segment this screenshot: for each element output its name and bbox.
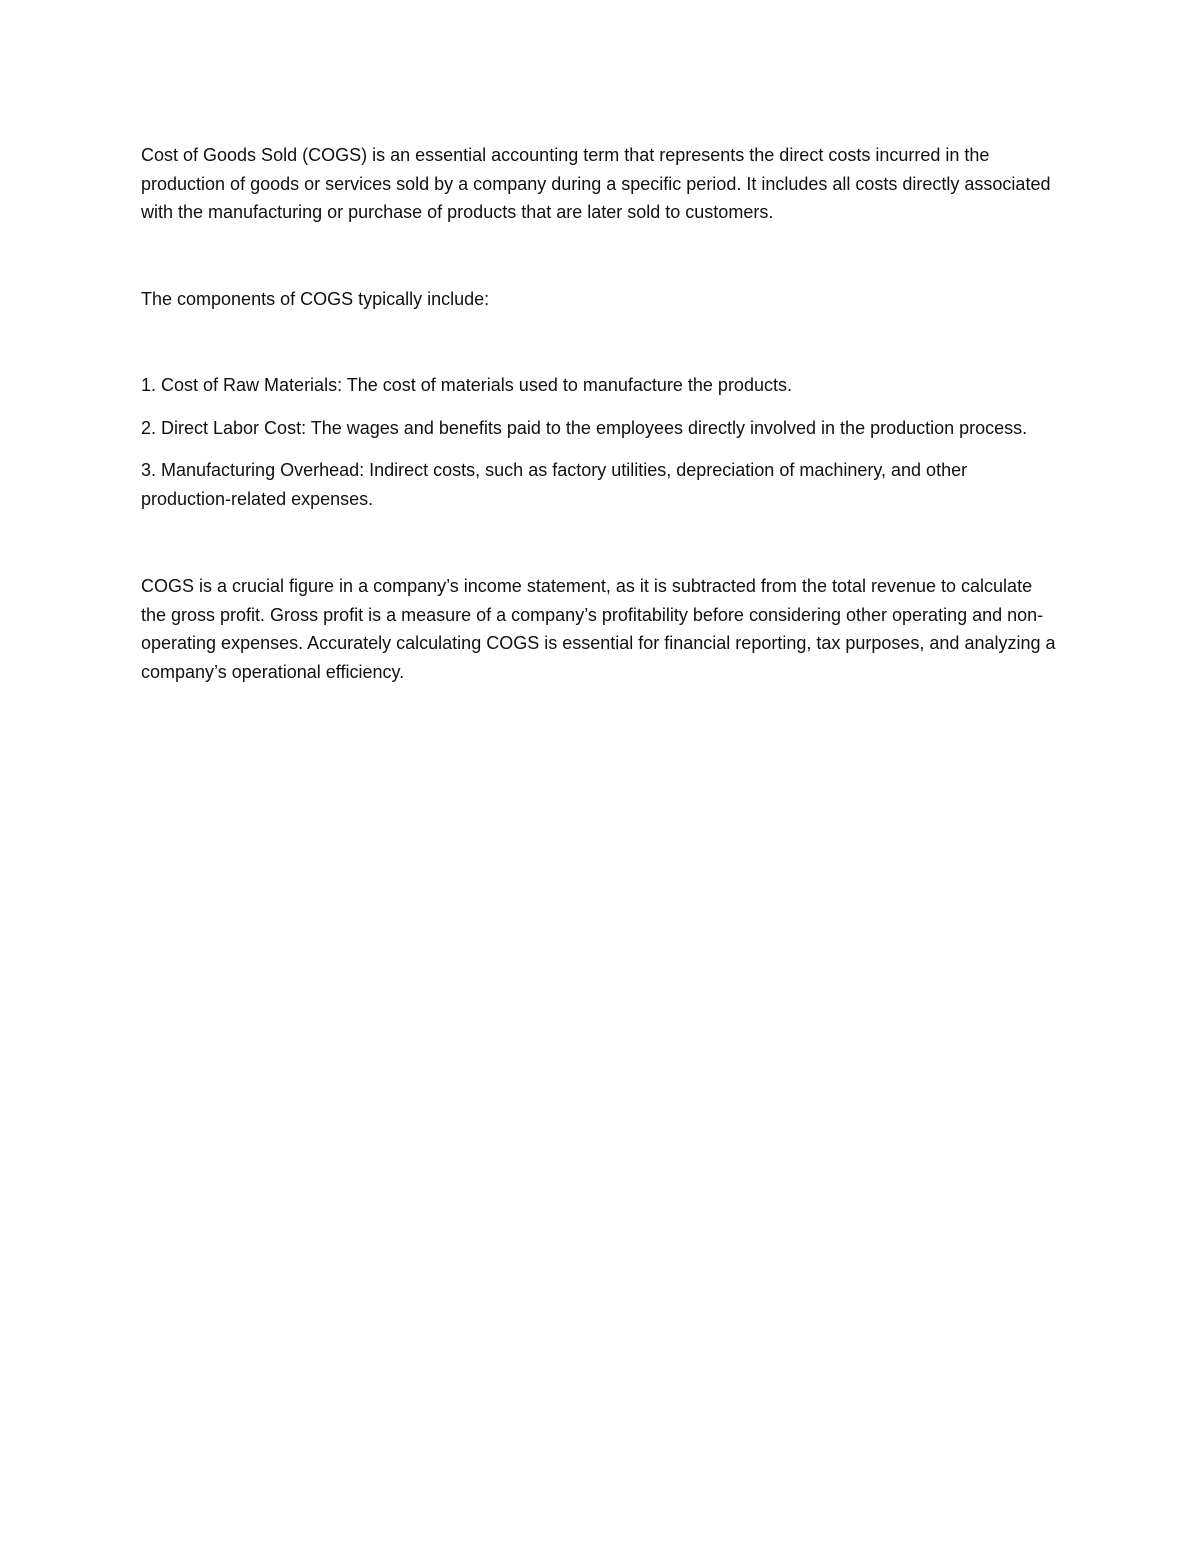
conclusion-paragraph: COGS is a crucial figure in a company’s income statement, as it is subtracted from the total revenue to calculate the gross profit. Gross profit is a measure of a company’s profitability before considering other operating and non-operating expenses. Accurately calculating COGS is essential for financial reporting, tax purposes, and analyzing a company’s operational efficiency. <box>141 576 1056 682</box>
list-item-raw-materials: 1. Cost of Raw Materials: The cost of materials used to manufacture the products. <box>141 375 792 395</box>
document-body <box>141 141 1059 686</box>
components-lead: The components of COGS typically include: <box>141 288 490 309</box>
list-item-direct-labor: 2. Direct Labor Cost: The wages and benefits paid to the employees directly involved in the production process. <box>141 417 1028 438</box>
intro-paragraph: Cost of Goods Sold (COGS) is an essential accounting term that represents the direct costs incurred in the production of goods or services sold by a company during a specific period. It includes all costs directly associated with the manufacturing or purchase of products that are later sold to customers. <box>141 145 1051 222</box>
list-item-manufacturing-overhead: 3. Manufacturing Overhead: Indirect costs, such as factory utilities, depreciation of machinery, and other production-related expenses. <box>141 460 968 509</box>
